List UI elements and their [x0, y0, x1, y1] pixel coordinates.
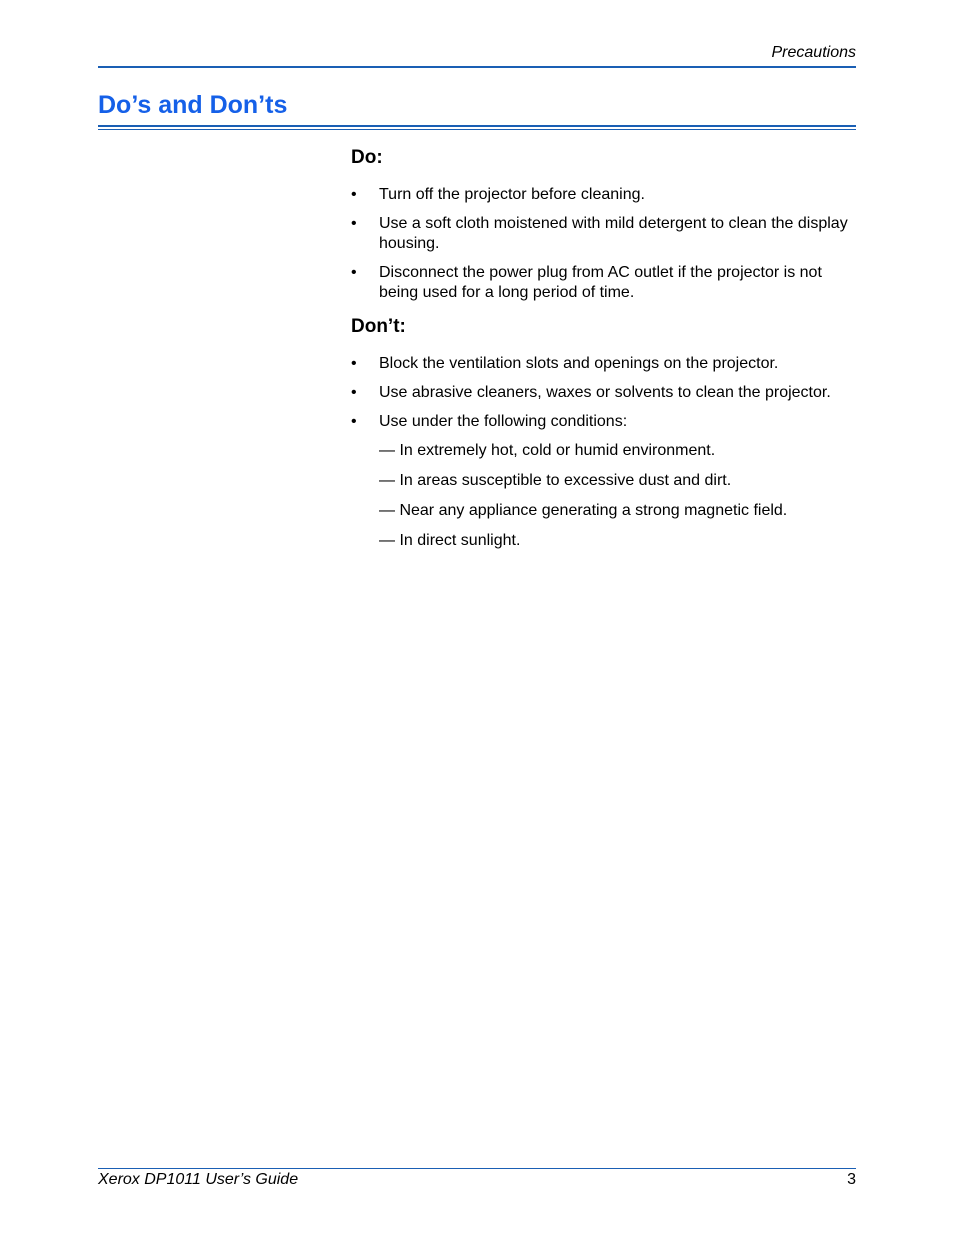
condition-item: — In extremely hot, cold or humid environment.: [379, 442, 716, 459]
page-number: 3: [847, 1171, 856, 1188]
condition-item: — In areas susceptible to excessive dust and dirt.: [379, 472, 732, 489]
bullet-icon: •: [351, 215, 357, 232]
list-item: [351, 354, 856, 374]
list-item-text: Turn off the projector before cleaning.: [379, 186, 645, 203]
title-rule-thick: [98, 125, 856, 127]
list-item-text: Use under the following conditions:: [379, 413, 628, 430]
list-item-text: Disconnect the power plug from AC outlet if the projector is not being used for a long period of time.: [379, 264, 822, 301]
conditions-list: [351, 441, 856, 551]
dont-heading: Don’t:: [351, 316, 406, 337]
do-list: [351, 185, 856, 303]
header-rule: [98, 66, 856, 68]
condition-item: — In direct sunlight.: [379, 532, 521, 549]
bullet-icon: •: [351, 186, 357, 203]
bullet-icon: •: [351, 413, 357, 430]
footer-rule: [98, 1168, 856, 1169]
condition-item: — Near any appliance generating a strong magnetic field.: [379, 502, 788, 519]
bullet-icon: •: [351, 384, 357, 401]
list-item-text: Block the ventilation slots and openings on the projector.: [379, 355, 779, 372]
list-item-text: Use abrasive cleaners, waxes or solvents to clean the projector.: [379, 384, 831, 401]
list-item: [351, 412, 856, 432]
page-title: Do’s and Don’ts: [98, 91, 288, 119]
list-item: [351, 185, 856, 205]
title-rule-thin: [98, 129, 856, 130]
list-item-text: Use a soft cloth moistened with mild detergent to clean the display housing.: [379, 215, 848, 252]
bullet-icon: •: [351, 264, 357, 281]
list-item: [351, 263, 856, 303]
bullet-icon: •: [351, 355, 357, 372]
dont-list: [351, 354, 856, 432]
main-content: [351, 146, 856, 561]
running-header: Precautions: [771, 44, 856, 61]
do-heading: Do:: [351, 147, 383, 168]
list-item: [351, 383, 856, 403]
list-item: [351, 214, 856, 254]
footer-guide-title: Xerox DP1011 User’s Guide: [98, 1171, 299, 1188]
